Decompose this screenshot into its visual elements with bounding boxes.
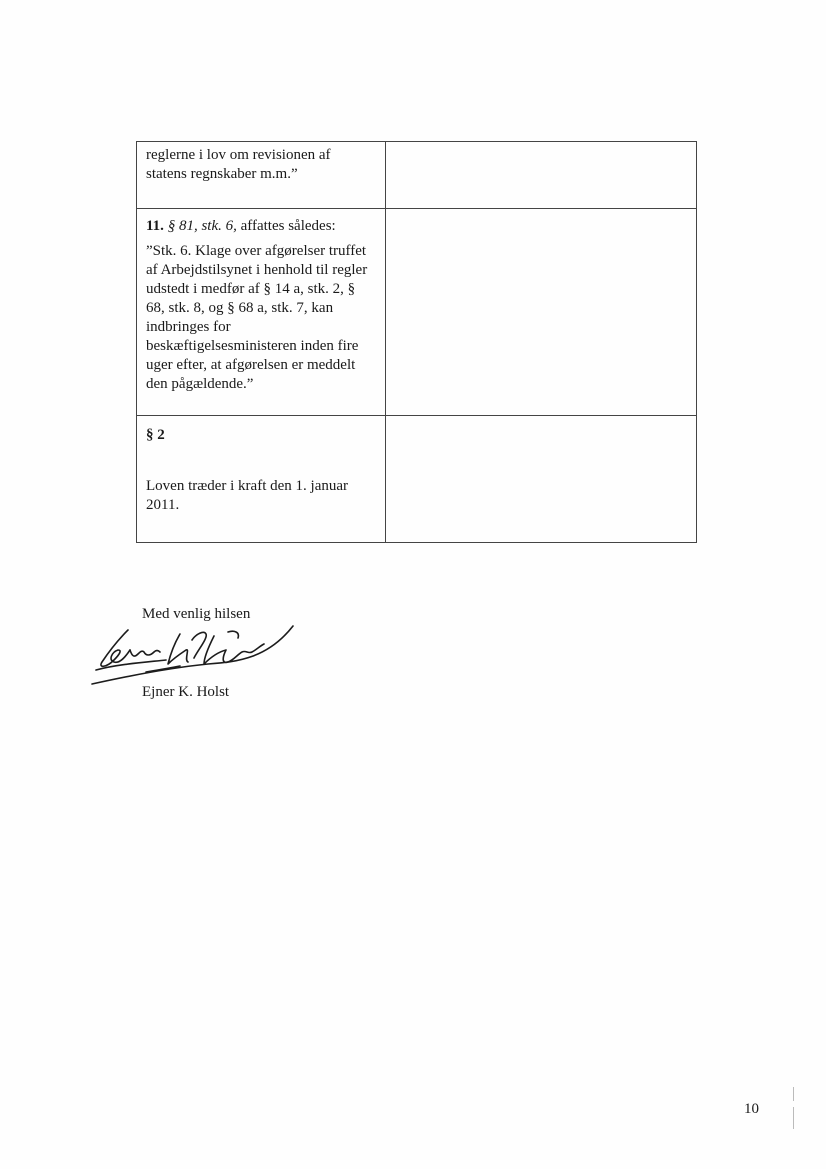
text-line: den pågældende.”	[146, 376, 254, 392]
page-number: 10	[744, 1101, 759, 1117]
amendment-heading-text: affattes således:	[240, 218, 336, 234]
text-line: uger efter, at afgørelsen er meddelt	[146, 357, 356, 373]
amendment-table	[136, 141, 697, 543]
table-row	[137, 209, 697, 416]
text-line: 2011.	[146, 497, 180, 513]
text-line: ”Stk. 6. Klage over afgørelser truffet	[146, 243, 367, 259]
table-row	[137, 142, 697, 209]
amendment-number: 11.	[146, 218, 164, 234]
signer-name: Ejner K. Holst	[142, 684, 230, 700]
text-line: af Arbejdstilsynet i henhold til regler	[146, 262, 368, 278]
table-cell-left	[137, 416, 386, 543]
edge-mark	[793, 1087, 794, 1101]
text-line: Loven træder i kraft den 1. januar	[146, 478, 349, 494]
table-cell-left	[137, 209, 386, 416]
table-row	[137, 416, 697, 543]
table-cell-left	[137, 142, 386, 209]
signature-icon	[88, 620, 298, 690]
text-line: indbringes for	[146, 319, 231, 335]
edge-mark	[793, 1107, 794, 1129]
amendment-heading	[146, 217, 377, 236]
section-heading: § 2	[146, 427, 165, 443]
table-cell-right	[386, 209, 697, 416]
table-cell-right	[386, 142, 697, 209]
text-line: reglerne i lov om revisionen af	[146, 147, 331, 163]
text-line: statens regnskaber m.m.”	[146, 166, 298, 182]
text-line: udstedt i medfør af § 14 a, stk. 2, §	[146, 281, 356, 297]
closing-greeting: Med venlig hilsen	[142, 606, 251, 622]
amendment-reference: § 81, stk. 6,	[167, 218, 237, 234]
text-line: beskæftigelsesministeren inden fire	[146, 338, 359, 354]
text-line: 68, stk. 8, og § 68 a, stk. 7, kan	[146, 300, 334, 316]
table-cell-right	[386, 416, 697, 543]
